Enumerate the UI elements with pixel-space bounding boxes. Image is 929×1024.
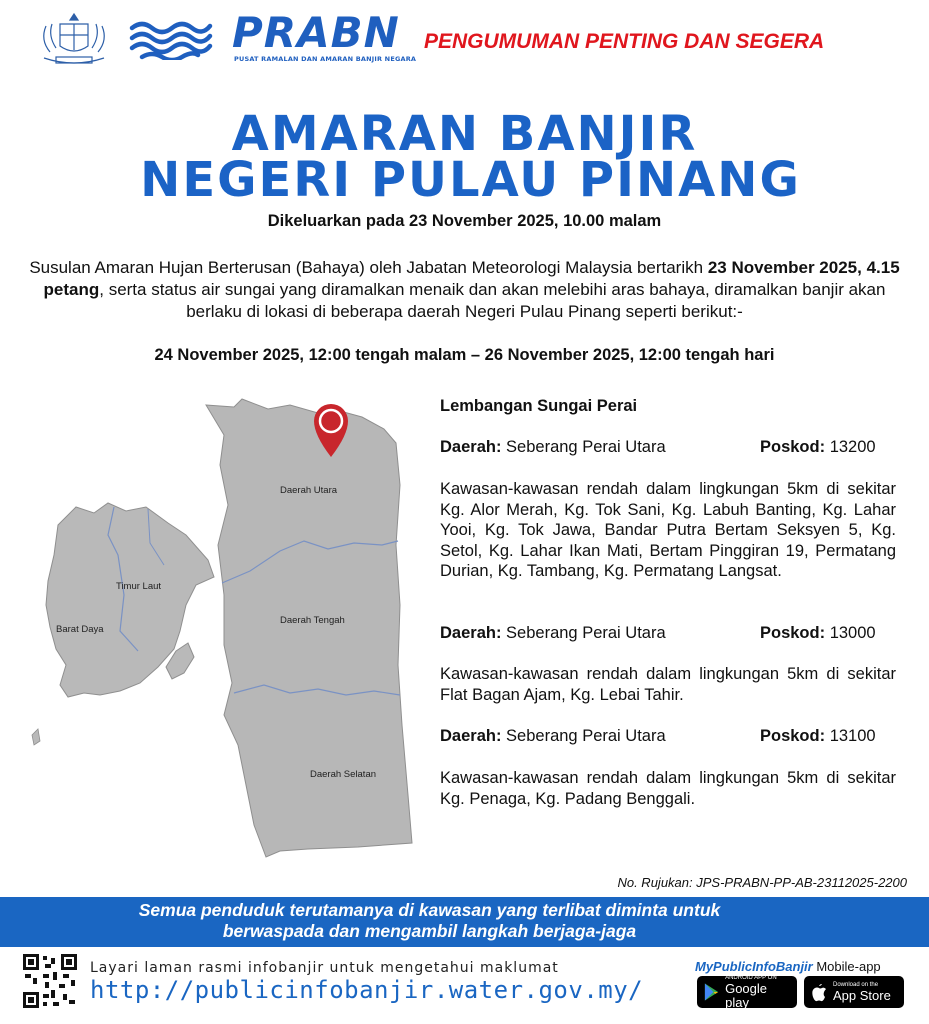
intro-paragraph: Susulan Amaran Hujan Berterusan (Bahaya) oleh Jabatan Meteorologi Malaysia bertarikh 23 November 2025, 4.15 petang, serta status air sungai yang diramalkan menaik dan akan melebihi aras bahaya, diramalkan banjir akan berlaku di lokasi di beberapa daerah Negeri Pulau Pinang seperti berikut:- <box>29 258 900 321</box>
advisory-banner <box>0 897 929 947</box>
app-store-button[interactable]: Download on the App Store <box>804 976 904 1008</box>
infobanjir-link[interactable]: http://publicinfobanjir.water.gov.my/ <box>90 976 644 1004</box>
district-row-2: Daerah: Seberang Perai Utara Poskod: 13000 <box>440 624 876 642</box>
affected-areas-2: Kawasan-kawasan rendah dalam lingkungan 5km di sekitar Flat Bagan Ajam, Kg. Lebai Tahir. <box>440 665 896 704</box>
label-daerah-tengah: Daerah Tengah <box>280 615 345 626</box>
warning-period: 24 November 2025, 12:00 tengah malam – 26 November 2025, 12:00 tengah hari <box>154 346 775 364</box>
district-row-3: Daerah: Seberang Perai Utara Poskod: 13100 <box>440 727 876 745</box>
title-line2: NEGERI PULAU PINANG <box>140 152 801 208</box>
label-daerah-selatan: Daerah Selatan <box>310 769 377 780</box>
affected-areas-3: Kawasan-kawasan rendah dalam lingkungan 5km di sekitar Kg. Penaga, Kg. Padang Benggali. <box>440 769 896 808</box>
malaysia-coat-of-arms-icon <box>36 10 112 68</box>
river-basin-title: Lembangan Sungai Perai <box>440 397 638 415</box>
title-line1: AMARAN BANJIR <box>231 106 698 162</box>
reference-number: No. Rujukan: JPS-PRABN-PP-AB-23112025-2200 <box>617 875 907 890</box>
issued-date: Dikeluarkan pada 23 November 2025, 10.00 malam <box>267 212 662 230</box>
qr-code-icon[interactable] <box>23 954 77 1008</box>
seberang-perai-shape <box>206 399 412 857</box>
footer-instruction: Layari laman rasmi infobanjir untuk mengetahui maklumat <box>90 960 559 976</box>
penang-island-shape <box>46 503 214 697</box>
prabn-logo-text: PRABN <box>232 8 400 57</box>
apple-icon <box>810 982 828 1002</box>
label-barat-daya: Barat Daya <box>56 624 104 635</box>
label-timur-laut: Timur Laut <box>116 581 162 592</box>
prabn-logo-subtitle: PUSAT RAMALAN DAN AMARAN BANJIR NEGARA <box>234 55 417 63</box>
google-play-button[interactable]: ANDROID APP ON Google play <box>697 976 797 1008</box>
prabn-wave-logo-icon <box>128 16 214 60</box>
google-play-icon <box>703 982 720 1002</box>
header <box>0 0 929 80</box>
mobile-app-title: MyPublicInfoBanjir Mobile-app <box>695 959 881 974</box>
important-announcement: PENGUMUMAN PENTING DAN SEGERA <box>424 30 825 53</box>
banner-line1: Semua penduduk terutamanya di kawasan yang terlibat diminta untuk <box>138 900 721 920</box>
affected-areas-1: Kawasan-kawasan rendah dalam lingkungan 5km di sekitar Kg. Alor Merah, Kg. Tok Sani, Kg. Labuh Banting, Kg. Lahar Yooi, Kg. Tok Jawa, Bandar Putra Bertam Seksyen 5, Kg. Setol, Kg. Lahar Ikan Mati, Bertam Pinggiran 19, Permatang Durian, Kg. Tambang, Kg. Permatang Langsat. <box>440 480 896 580</box>
banner-line2: berwaspada dan mengambil langkah berjaga-jaga <box>222 921 637 941</box>
label-daerah-utara: Daerah Utara <box>280 485 338 496</box>
penang-district-map <box>28 395 413 860</box>
district-row-1: Daerah: Seberang Perai Utara Poskod: 13200 <box>440 438 876 456</box>
